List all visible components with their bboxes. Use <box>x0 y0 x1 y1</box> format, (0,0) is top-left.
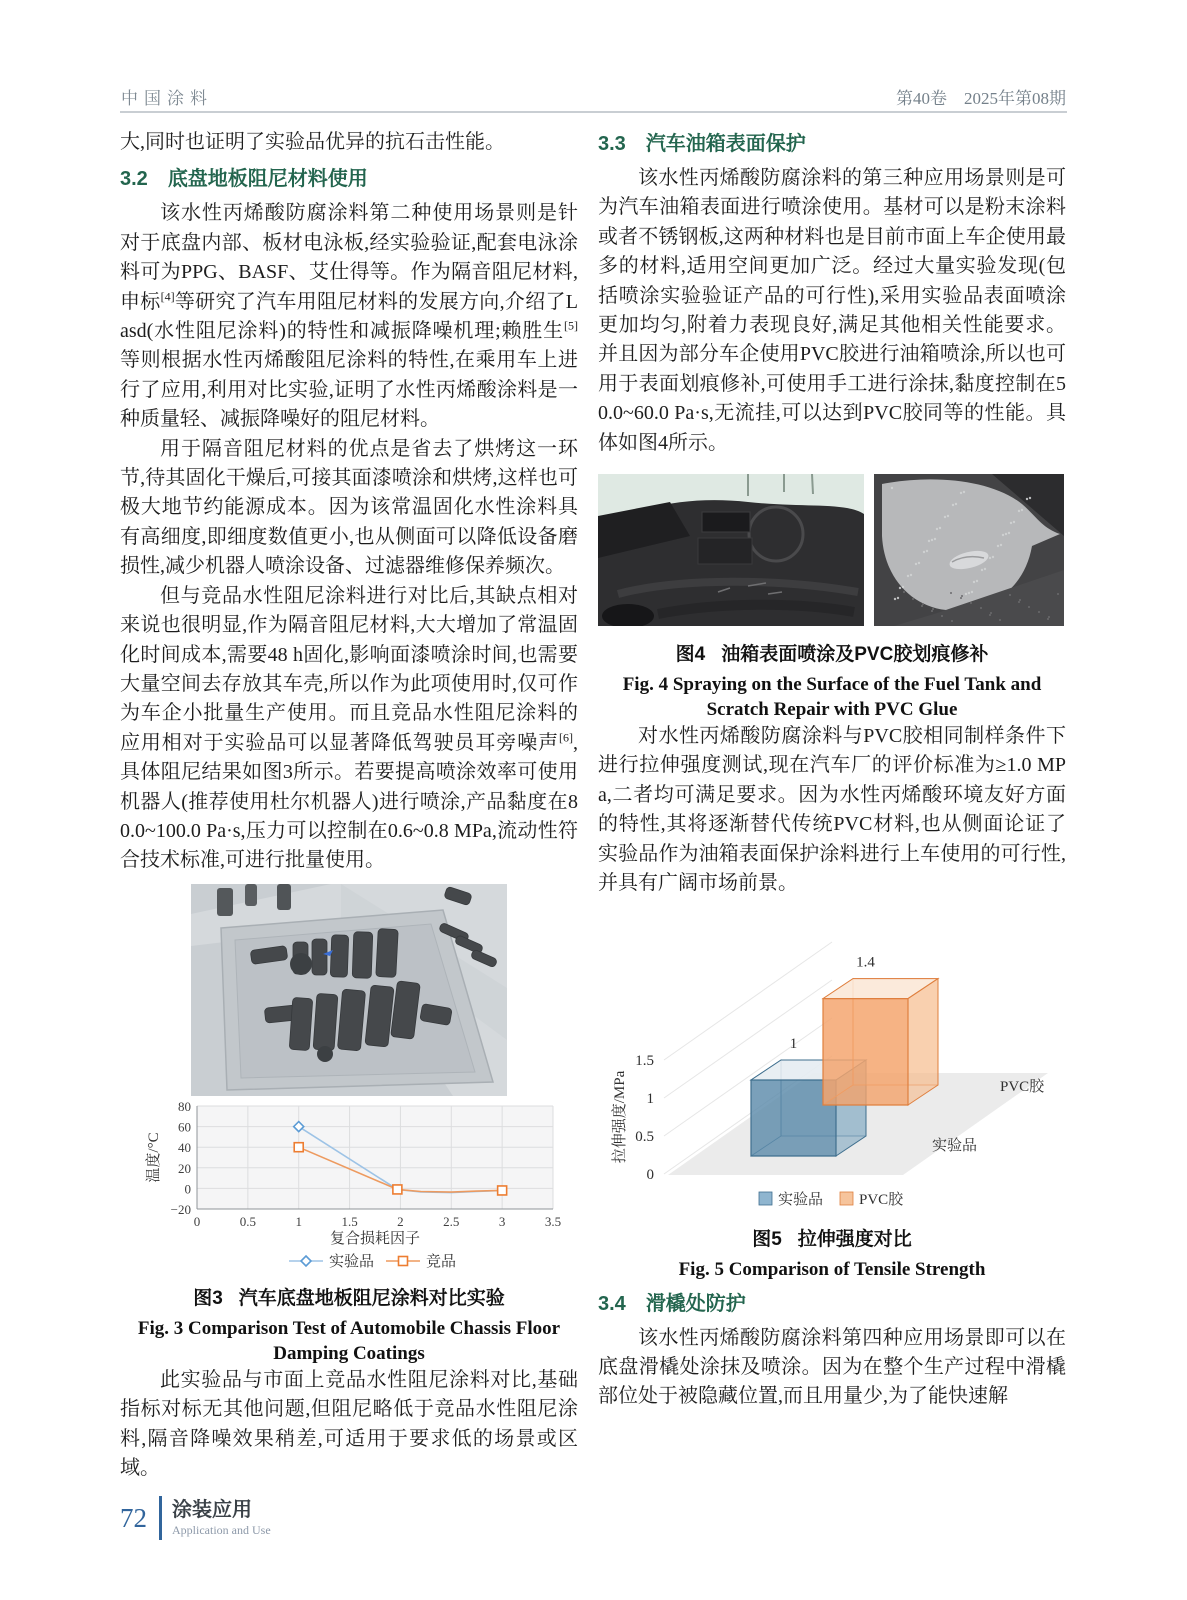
section-heading-3-2 <box>120 165 578 193</box>
chassis-photo-illustration <box>191 884 507 1096</box>
svg-text:20: 20 <box>178 1160 191 1176</box>
left-column <box>120 128 578 1483</box>
svg-text:3.5: 3.5 <box>544 1213 562 1229</box>
section-heading-3-4 <box>598 1290 1066 1318</box>
svg-text:温度/°C: 温度/°C <box>146 1132 162 1183</box>
figure5-chart <box>598 923 1066 1223</box>
figure4-photo-left <box>598 474 864 626</box>
svg-text:0.5: 0.5 <box>635 1128 654 1145</box>
svg-text:竞品: 竞品 <box>426 1253 457 1270</box>
svg-text:实验品: 实验品 <box>778 1191 824 1208</box>
svg-text:1.4: 1.4 <box>856 954 875 971</box>
figure3-photo <box>191 884 507 1096</box>
svg-text:PVC胶: PVC胶 <box>1000 1078 1045 1095</box>
svg-text:60: 60 <box>178 1119 191 1135</box>
journal-name: 中国涂料 <box>121 89 213 108</box>
figure4-photos <box>598 474 1066 626</box>
figure3-caption-en: Fig. 3 Comparison Test of Automobile Chassis Floor Damping Coatings <box>137 1317 561 1364</box>
section-number: 3.2 <box>120 168 148 191</box>
page-number: 72 <box>120 1502 147 1533</box>
paragraph: 此实验品与市面上竞品水性阻尼涂料对比,基础指标对标无其他问题,但阻尼略低于竞品水性阻尼涂料,隔音降噪效果稍差,可适用于要求低的场景或区域。 <box>120 1368 578 1479</box>
paragraph: 但与竞品水性阻尼涂料进行对比后,其缺点相对来说也很明显,作为隔音阻尼材料,大大增加了常温固化时间成本,需要48 h固化,影响面漆喷涂时间,也需要大量空间去存放其车壳,所以作为此项使用时,仅可作为车企小批量生产使用。而且竞品水性阻尼涂料的应用相对于实验品可以显著降低驾驶员耳旁噪声[6],具体阻尼结果如图3所示。若要提高喷涂效率可使用机器人(推荐使用杜尔机器人)进行喷涂,产品黏度在80.0~100.0 Pa·s,压力可以控制在0.6~0.8 MPa,流动性符合技术标准,可进行批量使用。 <box>120 584 578 872</box>
svg-text:1.5: 1.5 <box>341 1213 358 1229</box>
footer-section-en: Application and Use <box>172 1522 271 1537</box>
svg-text:实验品: 实验品 <box>329 1253 375 1270</box>
svg-text:3: 3 <box>498 1213 506 1229</box>
paragraph: 大,同时也证明了实验品优异的抗石击性能。 <box>120 131 505 153</box>
section-title: 滑橇处防护 <box>645 1292 746 1315</box>
svg-text:1: 1 <box>295 1213 302 1229</box>
svg-text:0: 0 <box>646 1166 654 1183</box>
footer-section-cn: 涂装应用 <box>172 1498 252 1521</box>
citation-ref: [4] <box>160 288 175 303</box>
svg-text:复合损耗因子: 复合损耗因子 <box>329 1230 421 1247</box>
citation-ref: [5] <box>564 318 578 333</box>
svg-text:2.5: 2.5 <box>443 1213 460 1229</box>
svg-text:−20: −20 <box>170 1201 191 1217</box>
svg-text:40: 40 <box>178 1139 191 1155</box>
figure4-caption <box>598 642 1066 722</box>
svg-text:0: 0 <box>193 1213 201 1229</box>
figure3-caption-cn: 图3 汽车底盘地板阻尼涂料对比实验 <box>193 1287 505 1309</box>
svg-text:2: 2 <box>397 1213 404 1229</box>
paragraph: 对水性丙烯酸防腐涂料与PVC胶相同制样条件下进行拉伸强度测试,现在汽车厂的评价标准为≥1.0 MPa,二者均可满足要求。因为水性丙烯酸环境友好方面的特性,其将逐渐替代传统PVC材料,也从侧面论证了实验品作为油箱表面保护涂料进行上车使用的可行性,并具有广阔市场前景。 <box>598 725 1066 895</box>
fuel-tank-sprayed-illustration <box>598 474 864 626</box>
page-footer <box>120 1496 271 1540</box>
svg-text:实验品: 实验品 <box>932 1137 978 1154</box>
paragraph: 该水性丙烯酸防腐涂料的第三种应用场景则是可为汽车油箱表面进行喷涂使用。基材可以是粉末涂料或者不锈钢板,这两种材料也是目前市面上车企使用最多的材料,适用空间更加广泛。经过大量实验发现(包括喷涂实验验证产品的可行性),采用实验品表面喷涂更加均匀,附着力表现良好,满足其他相关性能要求。并且因为部分车企使用PVC胶进行油箱喷涂,所以也可用于表面划痕修补,可使用手工进行涂抹,黏度控制在50.0~60.0 Pa·s,无流挂,可以达到PVC胶同等的性能。具体如图4所示。 <box>598 167 1066 454</box>
svg-text:拉伸强度/MPa: 拉伸强度/MPa <box>612 1070 628 1163</box>
svg-text:1: 1 <box>646 1090 654 1107</box>
paragraph: 该水性丙烯酸防腐涂料第二种使用场景则是针对于底盘内部、板材电泳板,经实验验证,配套电泳涂料可为PPG、BASF、艾仕得等。作为隔音阻尼材料,申标[4]等研究了汽车用阻尼材料的发展方向,介绍了Lasd(水性阻尼涂料)的特性和减振降噪机理;赖胜生[5]等则根据水性丙烯酸阻尼涂料的特性,在乘用车上进行了应用,利用对比实验,证明了水性丙烯酸涂料是一种质量轻、减振降噪好的阻尼材料。 <box>120 202 579 431</box>
section-number: 3.3 <box>598 133 626 155</box>
header-rule <box>120 111 1067 113</box>
figure4-photo-right <box>874 474 1064 626</box>
section-heading-3-3 <box>598 130 1066 158</box>
svg-text:0.5: 0.5 <box>239 1213 256 1229</box>
svg-text:80: 80 <box>178 1098 191 1114</box>
paragraph: 该水性丙烯酸防腐涂料第四种应用场景即可以在底盘滑橇处涂抹及喷涂。因为在整个生产过程中滑橇部位处于被隐藏位置,而且用量少,为了能快速解 <box>598 1326 1066 1408</box>
footer-divider <box>159 1496 162 1540</box>
svg-text:1.5: 1.5 <box>635 1052 654 1069</box>
scratch-repair-illustration <box>874 474 1064 626</box>
issue-info: 第40卷 2025年第08期 <box>896 89 1066 108</box>
figure4-caption-cn: 图4 油箱表面喷涂及PVC胶划痕修补 <box>675 644 989 666</box>
svg-text:0: 0 <box>184 1181 191 1197</box>
section-number: 3.4 <box>598 1292 626 1315</box>
paragraph: 用于隔音阻尼材料的优点是省去了烘烤这一环节,待其固化干燥后,可接其面漆喷涂和烘烤,这样也可极大地节约能源成本。因为该常温固化水性涂料具有高细度,即细度数值更小,也从侧面可以降低设备磨损性,减少机器人喷涂设备、过滤器维修保养频次。 <box>120 437 578 578</box>
figure3-chart <box>120 1098 578 1276</box>
svg-text:PVC胶: PVC胶 <box>859 1191 904 1208</box>
section-title: 汽车油箱表面保护 <box>645 133 806 155</box>
svg-text:1: 1 <box>789 1035 798 1052</box>
right-column <box>598 128 1066 1412</box>
figure5-caption-en: Fig. 5 Comparison of Tensile Strength <box>678 1258 986 1280</box>
figure5-caption-cn: 图5 拉伸强度对比 <box>752 1228 912 1250</box>
citation-ref: [6] <box>559 730 573 745</box>
section-title: 底盘地板阻尼材料使用 <box>167 168 368 191</box>
figure4-caption-en: Fig. 4 Spraying on the Surface of the Fuel Tank and Scratch Repair with PVC Glue <box>622 674 1042 721</box>
